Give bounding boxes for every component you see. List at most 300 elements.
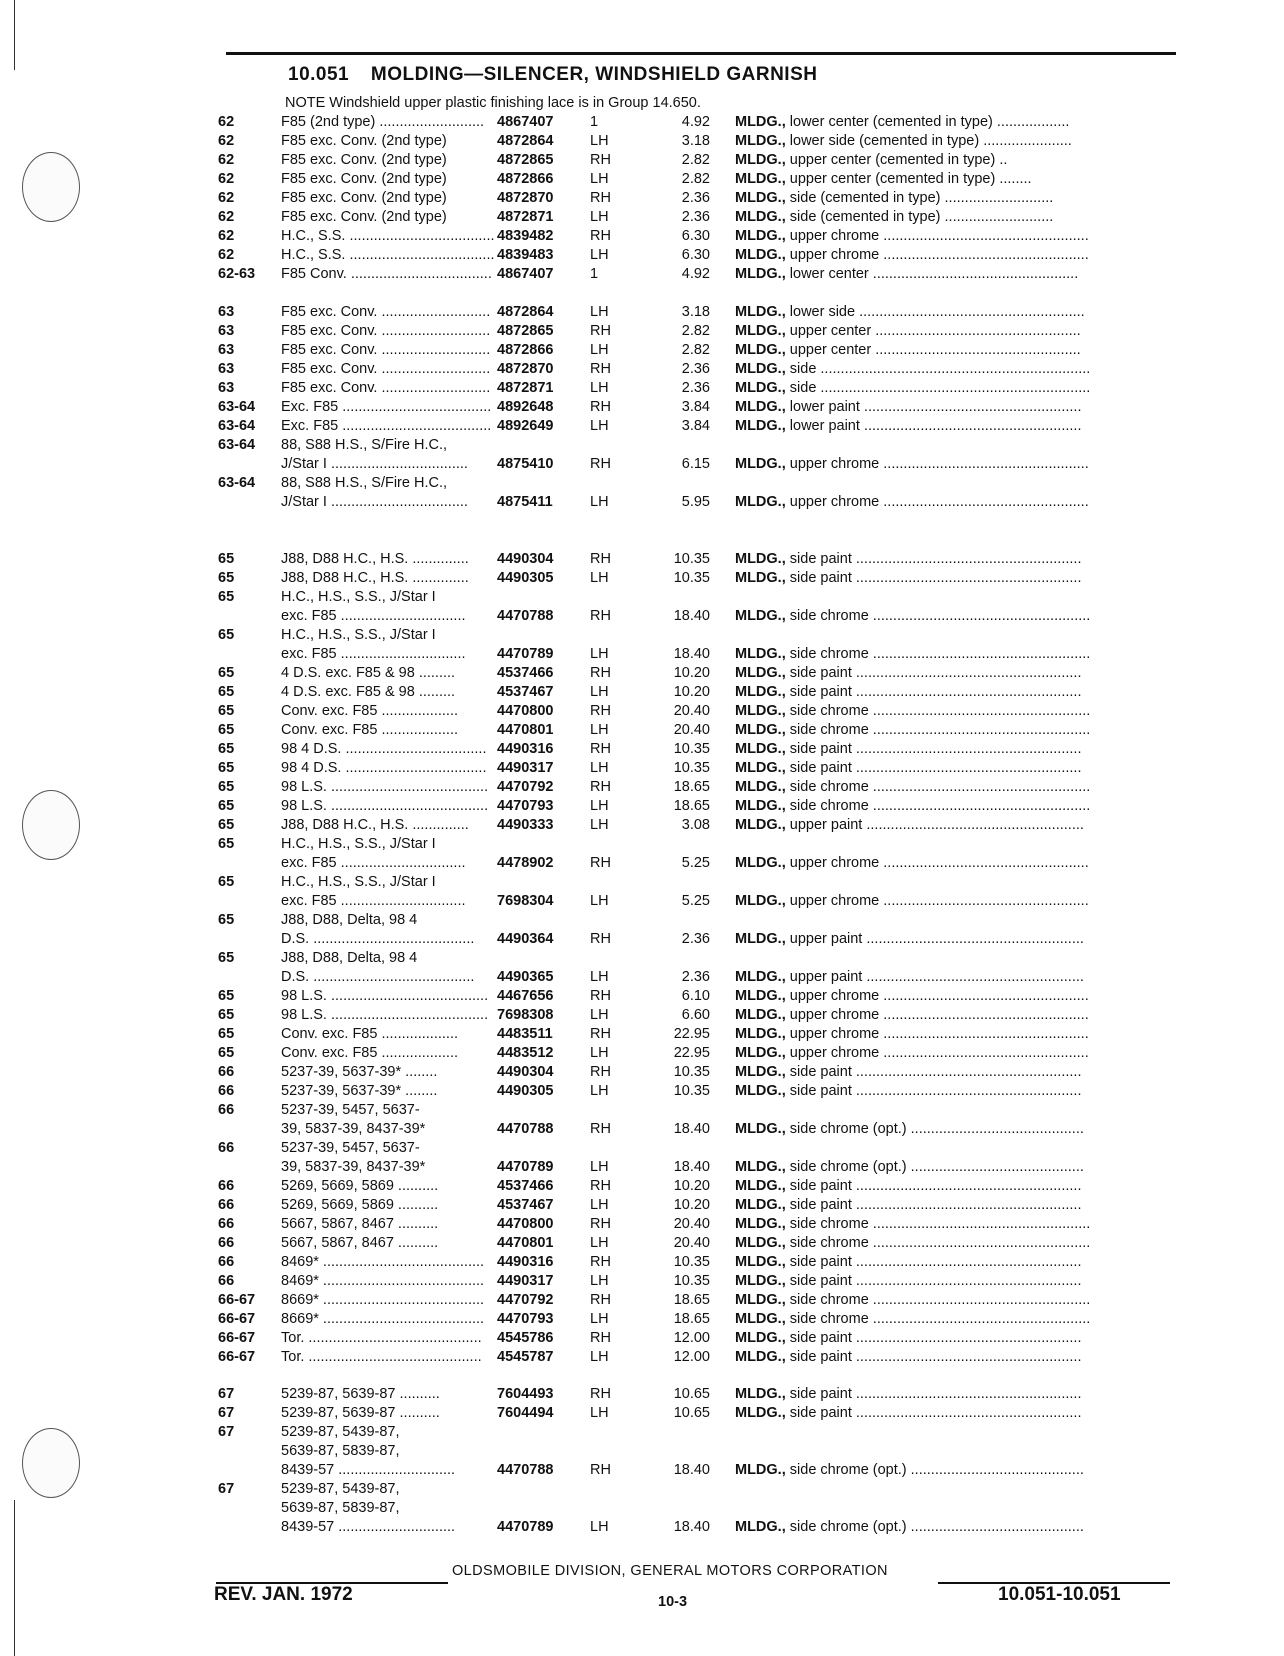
table-row bbox=[0, 113, 1284, 132]
table-row bbox=[0, 1158, 1284, 1177]
row-part-number: 4872871 bbox=[497, 380, 554, 396]
row-model: J/Star I .................................. bbox=[281, 494, 468, 510]
row-description-text: side paint ........................................................ bbox=[785, 760, 1082, 776]
row-description-prefix: MLDG., bbox=[735, 456, 786, 472]
row-model: J88, D88, Delta, 98 4 bbox=[281, 950, 418, 966]
row-side: LH bbox=[590, 247, 609, 263]
row-model: Conv. exc. F85 ................... bbox=[281, 722, 459, 738]
row-price: 10.35 bbox=[673, 1273, 710, 1289]
row-model: J88, D88 H.C., H.S. .............. bbox=[281, 570, 469, 586]
row-model: Exc. F85 ..................................... bbox=[281, 418, 492, 434]
row-side: LH bbox=[590, 133, 609, 149]
table-row bbox=[0, 455, 1284, 474]
row-model: 8469* ........................................ bbox=[281, 1254, 485, 1270]
footer-revision: REV. JAN. 1972 bbox=[214, 1584, 353, 1605]
row-description bbox=[735, 702, 1175, 721]
table-row bbox=[0, 569, 1284, 588]
row-description-prefix: MLDG., bbox=[735, 323, 786, 339]
row-description-prefix: MLDG., bbox=[735, 209, 786, 225]
row-description-text: side chrome (opt.) ........................................... bbox=[785, 1462, 1084, 1478]
row-year: 65 bbox=[218, 551, 235, 567]
table-row bbox=[0, 265, 1284, 284]
row-description-text: side chrome ...................................................... bbox=[785, 1292, 1091, 1308]
row-price: 2.36 bbox=[681, 209, 710, 225]
row-description-prefix: MLDG., bbox=[735, 152, 786, 168]
row-part-number: 7604494 bbox=[497, 1405, 554, 1421]
row-description bbox=[735, 1310, 1175, 1329]
row-description-text: upper center ................................................... bbox=[785, 323, 1081, 339]
row-year: 66-67 bbox=[218, 1292, 256, 1308]
table-row bbox=[0, 968, 1284, 987]
row-description-text: lower paint ...................................................... bbox=[785, 399, 1082, 415]
row-part-number: 4470801 bbox=[497, 722, 554, 738]
table-row bbox=[0, 588, 1284, 607]
row-model: H.C., S.S. .................................... bbox=[281, 228, 495, 244]
row-part-number: 4490365 bbox=[497, 969, 554, 985]
row-model: Exc. F85 ..................................... bbox=[281, 399, 492, 415]
row-description bbox=[735, 170, 1175, 189]
row-year: 66 bbox=[218, 1140, 235, 1156]
row-description-text: side chrome ...................................................... bbox=[785, 703, 1091, 719]
table-row bbox=[0, 550, 1284, 569]
row-description bbox=[735, 151, 1175, 170]
row-model: F85 exc. Conv. ........................... bbox=[281, 380, 491, 396]
table-row bbox=[0, 1082, 1284, 1101]
row-description-prefix: MLDG., bbox=[735, 1216, 786, 1232]
row-price: 2.36 bbox=[681, 361, 710, 377]
row-part-number: 4872871 bbox=[497, 209, 554, 225]
row-year: 65 bbox=[218, 912, 235, 928]
row-part-number: 4490304 bbox=[497, 1064, 554, 1080]
row-side: LH bbox=[590, 817, 609, 833]
row-model: F85 Conv. ................................... bbox=[281, 266, 492, 282]
row-model: 5667, 5867, 8467 .......... bbox=[281, 1235, 439, 1251]
row-description-text: side chrome (opt.) ........................................... bbox=[785, 1519, 1084, 1535]
table-row bbox=[0, 1177, 1284, 1196]
row-side: LH bbox=[590, 304, 609, 320]
row-description-text: side (cemented in type) ........................... bbox=[785, 190, 1054, 206]
row-model: J88, D88 H.C., H.S. .............. bbox=[281, 817, 469, 833]
row-description-prefix: MLDG., bbox=[735, 1045, 786, 1061]
row-description-prefix: MLDG., bbox=[735, 1330, 786, 1346]
row-part-number: 4537466 bbox=[497, 1178, 554, 1194]
row-description bbox=[735, 987, 1175, 1006]
table-row bbox=[0, 1063, 1284, 1082]
table-row bbox=[0, 835, 1284, 854]
row-description bbox=[735, 132, 1175, 151]
row-year: 63 bbox=[218, 304, 235, 320]
row-price: 2.82 bbox=[681, 342, 710, 358]
row-side: RH bbox=[590, 228, 611, 244]
table-row bbox=[0, 170, 1284, 189]
row-year: 65 bbox=[218, 703, 235, 719]
row-model: Conv. exc. F85 ................... bbox=[281, 703, 459, 719]
row-price: 3.84 bbox=[681, 399, 710, 415]
row-description-text: upper chrome ................................................... bbox=[785, 247, 1089, 263]
table-row bbox=[0, 1423, 1284, 1442]
row-price: 6.15 bbox=[681, 456, 710, 472]
row-year: 66 bbox=[218, 1064, 235, 1080]
row-side: RH bbox=[590, 703, 611, 719]
row-year: 63 bbox=[218, 380, 235, 396]
row-model: H.C., H.S., S.S., J/Star I bbox=[281, 589, 436, 605]
table-row bbox=[0, 854, 1284, 873]
row-model: F85 exc. Conv. (2nd type) bbox=[281, 133, 447, 149]
footer-page-number: 10-3 bbox=[658, 1594, 688, 1610]
row-side: RH bbox=[590, 1292, 611, 1308]
table-row bbox=[0, 246, 1284, 265]
row-price: 18.65 bbox=[673, 1292, 710, 1308]
row-part-number: 4839482 bbox=[497, 228, 554, 244]
row-part-number: 4537467 bbox=[497, 684, 554, 700]
row-description-prefix: MLDG., bbox=[735, 1386, 786, 1402]
row-description-prefix: MLDG., bbox=[735, 1083, 786, 1099]
row-side: RH bbox=[590, 855, 611, 871]
row-model: 5239-87, 5439-87, bbox=[281, 1481, 400, 1497]
row-model: 8439-57 ............................. bbox=[281, 1462, 456, 1478]
row-year: 65 bbox=[218, 760, 235, 776]
row-description bbox=[735, 1234, 1175, 1253]
row-year: 65 bbox=[218, 779, 235, 795]
row-description-text: side chrome (opt.) ........................................... bbox=[785, 1159, 1084, 1175]
row-model: J88, D88, Delta, 98 4 bbox=[281, 912, 418, 928]
row-year: 65 bbox=[218, 1026, 235, 1042]
row-description-prefix: MLDG., bbox=[735, 1254, 786, 1270]
table-row bbox=[0, 664, 1284, 683]
row-side: RH bbox=[590, 931, 611, 947]
row-description-text: side paint ........................................................ bbox=[785, 551, 1082, 567]
row-price: 2.82 bbox=[681, 323, 710, 339]
row-year: 65 bbox=[218, 665, 235, 681]
row-description-text: lower side ........................................................ bbox=[785, 304, 1085, 320]
row-price: 20.40 bbox=[673, 1216, 710, 1232]
row-model: 8669* ........................................ bbox=[281, 1311, 485, 1327]
row-side: RH bbox=[590, 1330, 611, 1346]
table-row bbox=[0, 1234, 1284, 1253]
row-part-number: 4470792 bbox=[497, 779, 554, 795]
row-price: 10.35 bbox=[673, 760, 710, 776]
table-row bbox=[0, 1044, 1284, 1063]
row-year: 62 bbox=[218, 152, 235, 168]
row-description bbox=[735, 227, 1175, 246]
row-model: 98 L.S. ....................................... bbox=[281, 1007, 489, 1023]
row-year: 66-67 bbox=[218, 1349, 256, 1365]
row-year: 62 bbox=[218, 114, 235, 130]
row-price: 18.40 bbox=[673, 608, 710, 624]
table-row bbox=[0, 683, 1284, 702]
row-description bbox=[735, 208, 1175, 227]
table-row bbox=[0, 360, 1284, 379]
row-year: 63-64 bbox=[218, 475, 256, 491]
row-side: RH bbox=[590, 1254, 611, 1270]
row-year: 65 bbox=[218, 1045, 235, 1061]
row-description-prefix: MLDG., bbox=[735, 171, 786, 187]
row-model: Tor. ........................................... bbox=[281, 1330, 482, 1346]
row-side: RH bbox=[590, 1121, 611, 1137]
row-price: 10.20 bbox=[673, 684, 710, 700]
row-description bbox=[735, 1272, 1175, 1291]
row-description bbox=[735, 645, 1175, 664]
row-model: F85 exc. Conv. (2nd type) bbox=[281, 152, 447, 168]
row-year: 65 bbox=[218, 741, 235, 757]
row-part-number: 4892649 bbox=[497, 418, 554, 434]
row-model: F85 exc. Conv. (2nd type) bbox=[281, 209, 447, 225]
row-description bbox=[735, 740, 1175, 759]
row-side: RH bbox=[590, 323, 611, 339]
row-description-text: side ................................................................... bbox=[785, 380, 1091, 396]
row-description-text: upper center ................................................... bbox=[785, 342, 1081, 358]
row-year: 62 bbox=[218, 247, 235, 263]
row-description-prefix: MLDG., bbox=[735, 304, 786, 320]
row-part-number: 4892648 bbox=[497, 399, 554, 415]
row-side: LH bbox=[590, 684, 609, 700]
row-model: 5239-87, 5639-87 .......... bbox=[281, 1386, 440, 1402]
row-year: 67 bbox=[218, 1424, 235, 1440]
row-description bbox=[735, 816, 1175, 835]
row-side: LH bbox=[590, 722, 609, 738]
row-description-prefix: MLDG., bbox=[735, 1462, 786, 1478]
row-year: 63 bbox=[218, 342, 235, 358]
row-description-text: side paint ........................................................ bbox=[785, 1178, 1082, 1194]
row-description-prefix: MLDG., bbox=[735, 133, 786, 149]
row-description-text: side paint ........................................................ bbox=[785, 665, 1082, 681]
row-model: H.C., H.S., S.S., J/Star I bbox=[281, 627, 436, 643]
row-description-text: lower paint ...................................................... bbox=[785, 418, 1082, 434]
row-part-number: 4490317 bbox=[497, 1273, 554, 1289]
row-part-number: 4490364 bbox=[497, 931, 554, 947]
table-row bbox=[0, 816, 1284, 835]
row-model: exc. F85 ............................... bbox=[281, 855, 466, 871]
row-side: RH bbox=[590, 361, 611, 377]
row-part-number: 7698304 bbox=[497, 893, 554, 909]
row-price: 2.36 bbox=[681, 380, 710, 396]
table-row bbox=[0, 132, 1284, 151]
row-description bbox=[735, 1120, 1175, 1139]
row-description bbox=[735, 265, 1175, 284]
row-side: LH bbox=[590, 1519, 609, 1535]
row-year: 66 bbox=[218, 1083, 235, 1099]
row-description-text: side paint ........................................................ bbox=[785, 1349, 1082, 1365]
row-side: LH bbox=[590, 1159, 609, 1175]
table-row bbox=[0, 721, 1284, 740]
table-row bbox=[0, 208, 1284, 227]
row-side: RH bbox=[590, 741, 611, 757]
row-description bbox=[735, 322, 1175, 341]
row-description bbox=[735, 759, 1175, 778]
row-description-text: upper chrome ................................................... bbox=[785, 494, 1089, 510]
row-model: exc. F85 ............................... bbox=[281, 646, 466, 662]
row-description bbox=[735, 1044, 1175, 1063]
row-side: RH bbox=[590, 988, 611, 1004]
row-part-number: 4478902 bbox=[497, 855, 554, 871]
row-description bbox=[735, 968, 1175, 987]
row-model: 5239-87, 5639-87 .......... bbox=[281, 1405, 440, 1421]
row-model: F85 (2nd type) .......................... bbox=[281, 114, 485, 130]
row-year: 66 bbox=[218, 1273, 235, 1289]
row-part-number: 4872865 bbox=[497, 152, 554, 168]
row-part-number: 4867407 bbox=[497, 266, 554, 282]
table-row bbox=[0, 645, 1284, 664]
table-row bbox=[0, 303, 1284, 322]
row-price: 20.40 bbox=[673, 1235, 710, 1251]
row-price: 3.84 bbox=[681, 418, 710, 434]
row-price: 10.20 bbox=[673, 665, 710, 681]
row-year: 63 bbox=[218, 361, 235, 377]
row-model: 5269, 5669, 5869 .......... bbox=[281, 1197, 439, 1213]
table-row bbox=[0, 1006, 1284, 1025]
row-description-prefix: MLDG., bbox=[735, 760, 786, 776]
row-part-number: 4470789 bbox=[497, 646, 554, 662]
row-description-text: upper chrome ................................................... bbox=[785, 893, 1089, 909]
row-description-prefix: MLDG., bbox=[735, 190, 786, 206]
row-model: 8469* ........................................ bbox=[281, 1273, 485, 1289]
row-description-prefix: MLDG., bbox=[735, 684, 786, 700]
row-description-prefix: MLDG., bbox=[735, 988, 786, 1004]
row-description-text: side chrome (opt.) ........................................... bbox=[785, 1121, 1084, 1137]
table-row bbox=[0, 949, 1284, 968]
row-year: 66 bbox=[218, 1235, 235, 1251]
row-side: RH bbox=[590, 152, 611, 168]
section-heading: MOLDING—SILENCER, WINDSHIELD GARNISH bbox=[370, 64, 818, 85]
table-row bbox=[0, 911, 1284, 930]
row-part-number: 4490304 bbox=[497, 551, 554, 567]
row-price: 18.65 bbox=[673, 798, 710, 814]
row-description-prefix: MLDG., bbox=[735, 1273, 786, 1289]
row-side: RH bbox=[590, 399, 611, 415]
table-row bbox=[0, 930, 1284, 949]
row-part-number: 4470793 bbox=[497, 798, 554, 814]
row-side: LH bbox=[590, 893, 609, 909]
row-year: 66 bbox=[218, 1216, 235, 1232]
row-model: 39, 5837-39, 8437-39* bbox=[281, 1159, 426, 1175]
row-description-text: side paint ........................................................ bbox=[785, 1254, 1082, 1270]
row-side: LH bbox=[590, 646, 609, 662]
row-model: exc. F85 ............................... bbox=[281, 893, 466, 909]
row-model: 5639-87, 5839-87, bbox=[281, 1500, 400, 1516]
row-description bbox=[735, 1215, 1175, 1234]
row-side: LH bbox=[590, 570, 609, 586]
row-side: LH bbox=[590, 171, 609, 187]
row-description bbox=[735, 303, 1175, 322]
row-model: D.S. ........................................ bbox=[281, 969, 475, 985]
row-side: LH bbox=[590, 1083, 609, 1099]
table-row bbox=[0, 398, 1284, 417]
row-side: RH bbox=[590, 1064, 611, 1080]
row-year: 67 bbox=[218, 1481, 235, 1497]
row-description-prefix: MLDG., bbox=[735, 969, 786, 985]
row-description bbox=[735, 360, 1175, 379]
row-year: 62 bbox=[218, 190, 235, 206]
row-year: 63-64 bbox=[218, 399, 256, 415]
row-description bbox=[735, 550, 1175, 569]
row-description-text: upper chrome ................................................... bbox=[785, 1007, 1089, 1023]
row-description-text: side paint ........................................................ bbox=[785, 1083, 1082, 1099]
row-description-text: upper paint ...................................................... bbox=[785, 931, 1084, 947]
row-part-number: 4470800 bbox=[497, 1216, 554, 1232]
row-description bbox=[735, 1518, 1175, 1537]
row-price: 2.82 bbox=[681, 152, 710, 168]
table-row bbox=[0, 626, 1284, 645]
row-description bbox=[735, 246, 1175, 265]
row-side: 1 bbox=[590, 266, 599, 282]
row-description-text: upper center (cemented in type) ........ bbox=[785, 171, 1032, 187]
row-description-text: upper chrome ................................................... bbox=[785, 855, 1089, 871]
row-price: 10.20 bbox=[673, 1197, 710, 1213]
row-side: LH bbox=[590, 1197, 609, 1213]
section-number: 10.051 bbox=[288, 64, 350, 85]
row-price: 6.10 bbox=[681, 988, 710, 1004]
row-year: 66 bbox=[218, 1178, 235, 1194]
row-description bbox=[735, 1329, 1175, 1348]
row-year: 65 bbox=[218, 570, 235, 586]
row-description bbox=[735, 1196, 1175, 1215]
row-description-prefix: MLDG., bbox=[735, 228, 786, 244]
row-model: F85 exc. Conv. ........................... bbox=[281, 323, 491, 339]
row-model: F85 exc. Conv. ........................... bbox=[281, 361, 491, 377]
row-model: D.S. ........................................ bbox=[281, 931, 475, 947]
row-description-text: side paint ........................................................ bbox=[785, 684, 1082, 700]
table-row bbox=[0, 1404, 1284, 1423]
row-part-number: 4490316 bbox=[497, 741, 554, 757]
row-description-text: side ................................................................... bbox=[785, 361, 1091, 377]
row-side: LH bbox=[590, 1045, 609, 1061]
row-part-number: 4490317 bbox=[497, 760, 554, 776]
row-year: 65 bbox=[218, 817, 235, 833]
row-year: 63 bbox=[218, 323, 235, 339]
row-part-number: 4470789 bbox=[497, 1159, 554, 1175]
row-model: 5237-39, 5457, 5637- bbox=[281, 1102, 420, 1118]
row-description-text: side chrome ...................................................... bbox=[785, 722, 1091, 738]
row-part-number: 4470789 bbox=[497, 1519, 554, 1535]
footer-division: OLDSMOBILE DIVISION, GENERAL MOTORS CORPORATION bbox=[452, 1563, 888, 1579]
row-side: LH bbox=[590, 380, 609, 396]
row-price: 22.95 bbox=[673, 1045, 710, 1061]
row-price: 10.20 bbox=[673, 1178, 710, 1194]
row-part-number: 4490305 bbox=[497, 570, 554, 586]
row-price: 18.65 bbox=[673, 779, 710, 795]
table-row bbox=[0, 1480, 1284, 1499]
row-description-prefix: MLDG., bbox=[735, 608, 786, 624]
row-description-prefix: MLDG., bbox=[735, 380, 786, 396]
row-price: 4.92 bbox=[681, 114, 710, 130]
row-price: 5.95 bbox=[681, 494, 710, 510]
row-description-prefix: MLDG., bbox=[735, 931, 786, 947]
row-part-number: 4839483 bbox=[497, 247, 554, 263]
row-model: 88, S88 H.S., S/Fire H.C., bbox=[281, 437, 447, 453]
row-description-text: upper paint ...................................................... bbox=[785, 817, 1084, 833]
row-description-text: upper chrome ................................................... bbox=[785, 456, 1089, 472]
table-row bbox=[0, 1310, 1284, 1329]
row-side: LH bbox=[590, 209, 609, 225]
row-part-number: 4490333 bbox=[497, 817, 554, 833]
row-description-text: side chrome ...................................................... bbox=[785, 1235, 1091, 1251]
row-description-text: side paint ........................................................ bbox=[785, 1197, 1082, 1213]
row-part-number: 4483511 bbox=[497, 1026, 553, 1042]
row-model: 98 4 D.S. ................................... bbox=[281, 760, 487, 776]
row-description-text: side paint ........................................................ bbox=[785, 1386, 1082, 1402]
row-description-text: upper center (cemented in type) .. bbox=[785, 152, 1008, 168]
row-model: J/Star I .................................. bbox=[281, 456, 468, 472]
row-description bbox=[735, 607, 1175, 626]
table-row bbox=[0, 797, 1284, 816]
row-price: 12.00 bbox=[673, 1330, 710, 1346]
row-description-prefix: MLDG., bbox=[735, 551, 786, 567]
row-price: 18.40 bbox=[673, 1462, 710, 1478]
row-year: 65 bbox=[218, 1007, 235, 1023]
row-part-number: 4490316 bbox=[497, 1254, 554, 1270]
table-row bbox=[0, 1215, 1284, 1234]
table-row bbox=[0, 379, 1284, 398]
